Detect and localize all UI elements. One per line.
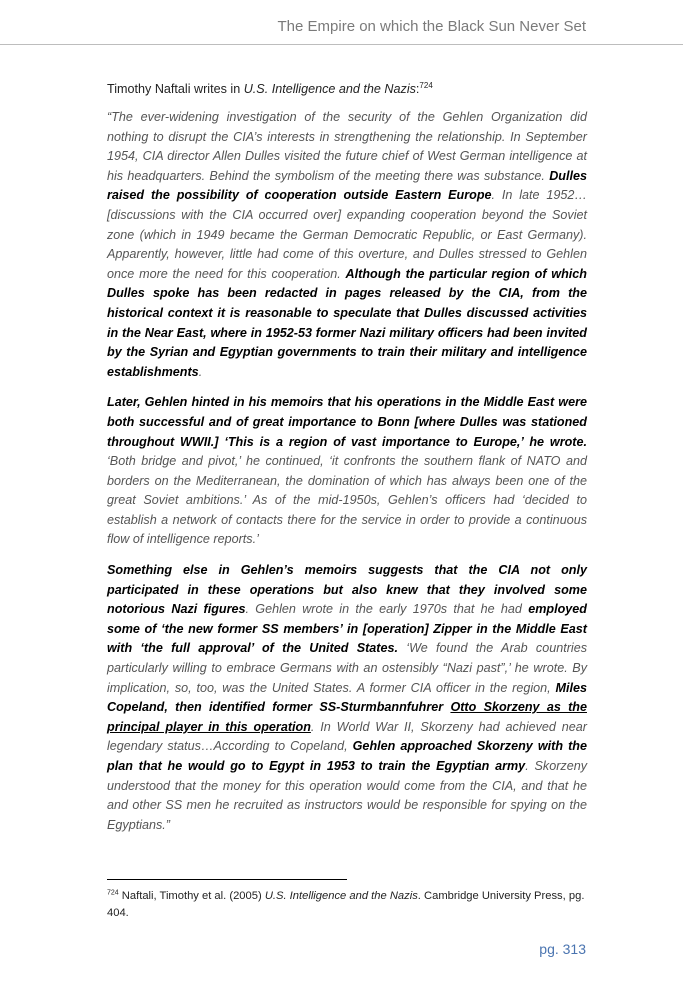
quote-text: ‘We found the Arab countries particularly willing to embrace Germans with an ostensibly “Nazi past”,’ he wrote. By implication, so, too, was the United States. A former CIA officer in the region, xyxy=(107,641,587,695)
quote-text: . In World War II, Skorzeny had achieved near legendary status…According to Copeland, xyxy=(107,719,587,754)
quote-text: . Gehlen wrote in the early 1970s that he had xyxy=(245,602,529,617)
header-rule xyxy=(0,44,683,45)
page-number: pg. 313 xyxy=(539,941,586,957)
quote-emphasis: Gehlen approached Skorzeny with the plan that he would go to Egypt in 1953 to train the Egyptian army xyxy=(107,739,587,773)
quote-text: . Skorzeny understood that the money for this operation would come from the CIA, and that he and other SS men he recruited as instructors would be responsible for spying on the Egyptians.” xyxy=(107,759,587,832)
page-body xyxy=(107,80,587,846)
quote-emphasis: Later, Gehlen hinted in his memoirs that his operations in the Middle East were both successful and of great importance to Bonn [where Dulles was stationed throughout WWII.] ‘This is a region of vast importance to Europe,’ he wrote. xyxy=(107,395,587,449)
intro-prefix: Timothy Naftali writes in xyxy=(107,82,244,96)
quote-text: “The ever-widening investigation of the security of the Gehlen Organization did nothing to disrupt the CIA’s interests in strengthening the relationship. In September 1954, CIA director Allen Dulles visited the future chief of West German intelligence at his headquarters. Behind the symbolism of the meeting there was substance. xyxy=(107,110,587,183)
footnote-suffix: . Cambridge University Press, pg. 404. xyxy=(107,890,585,919)
quote-text: ‘Both bridge and pivot,’ he continued, ‘it confronts the southern flank of NATO and borders on the Mediterranean, the domination of which has always been one of the great Soviet ambitions.’ As of the mid-1950s, Gehlen’s officers had ‘decided to establish a network of contacts there for the service in order to provide a continuous flow of intelligence reports.’ xyxy=(107,454,587,547)
footnote-prefix: Naftali, Timothy et al. (2005) xyxy=(118,890,265,902)
quote-emphasis: Dulles raised the possibility of cooperation outside Eastern Europe xyxy=(107,168,587,203)
footnote-separator xyxy=(107,879,347,880)
quote-paragraph-3 xyxy=(107,561,587,835)
intro-book-title: U.S. Intelligence and the Nazis xyxy=(243,82,416,96)
footnote-book-title: U.S. Intelligence and the Nazis xyxy=(264,890,418,902)
footnote-number: 724 xyxy=(107,889,119,897)
footnote-ref: 724 xyxy=(419,80,433,90)
quote-emphasis: Otto Skorzeny as the principal player in this operation xyxy=(107,700,587,734)
quote-emphasis: employed some of ‘the new former SS members’ in [operation] Zipper in the Middle East with ‘the full approval’ of the United States. xyxy=(107,602,587,656)
quote-emphasis: Miles Copeland, then identified former SS-Sturmbannfuhrer xyxy=(107,680,587,715)
quote-text: . In late 1952…[discussions with the CIA occurred over] expanding cooperation beyond the Soviet zone (which in 1949 became the German Democratic Republic, or East Germany). Apparently, however, little had come of this overture, and Dulles stressed to Gehlen once more the need for this cooperation. xyxy=(107,188,587,281)
quote-text: . xyxy=(198,364,203,379)
intro-suffix: : xyxy=(415,82,420,96)
intro-line xyxy=(107,80,587,99)
quote-emphasis: Something else in Gehlen’s memoirs suggests that the CIA not only participated in these operations but also knew that they involved some notorious Nazi figures xyxy=(107,563,587,617)
running-header: The Empire on which the Black Sun Never Set xyxy=(277,18,586,35)
quote-paragraph-1 xyxy=(107,108,587,382)
quote-emphasis: Although the particular region of which Dulles spoke has been redacted in pages released by the CIA, from the historical context it is reasonable to speculate that Dulles discussed activities in the Near East, where in 1952-53 former Nazi military officers had been invited by the Syrian and Egyptian governments to train their military and intelligence establishments xyxy=(107,266,587,379)
footnote xyxy=(107,888,587,922)
quote-paragraph-2 xyxy=(107,393,587,550)
